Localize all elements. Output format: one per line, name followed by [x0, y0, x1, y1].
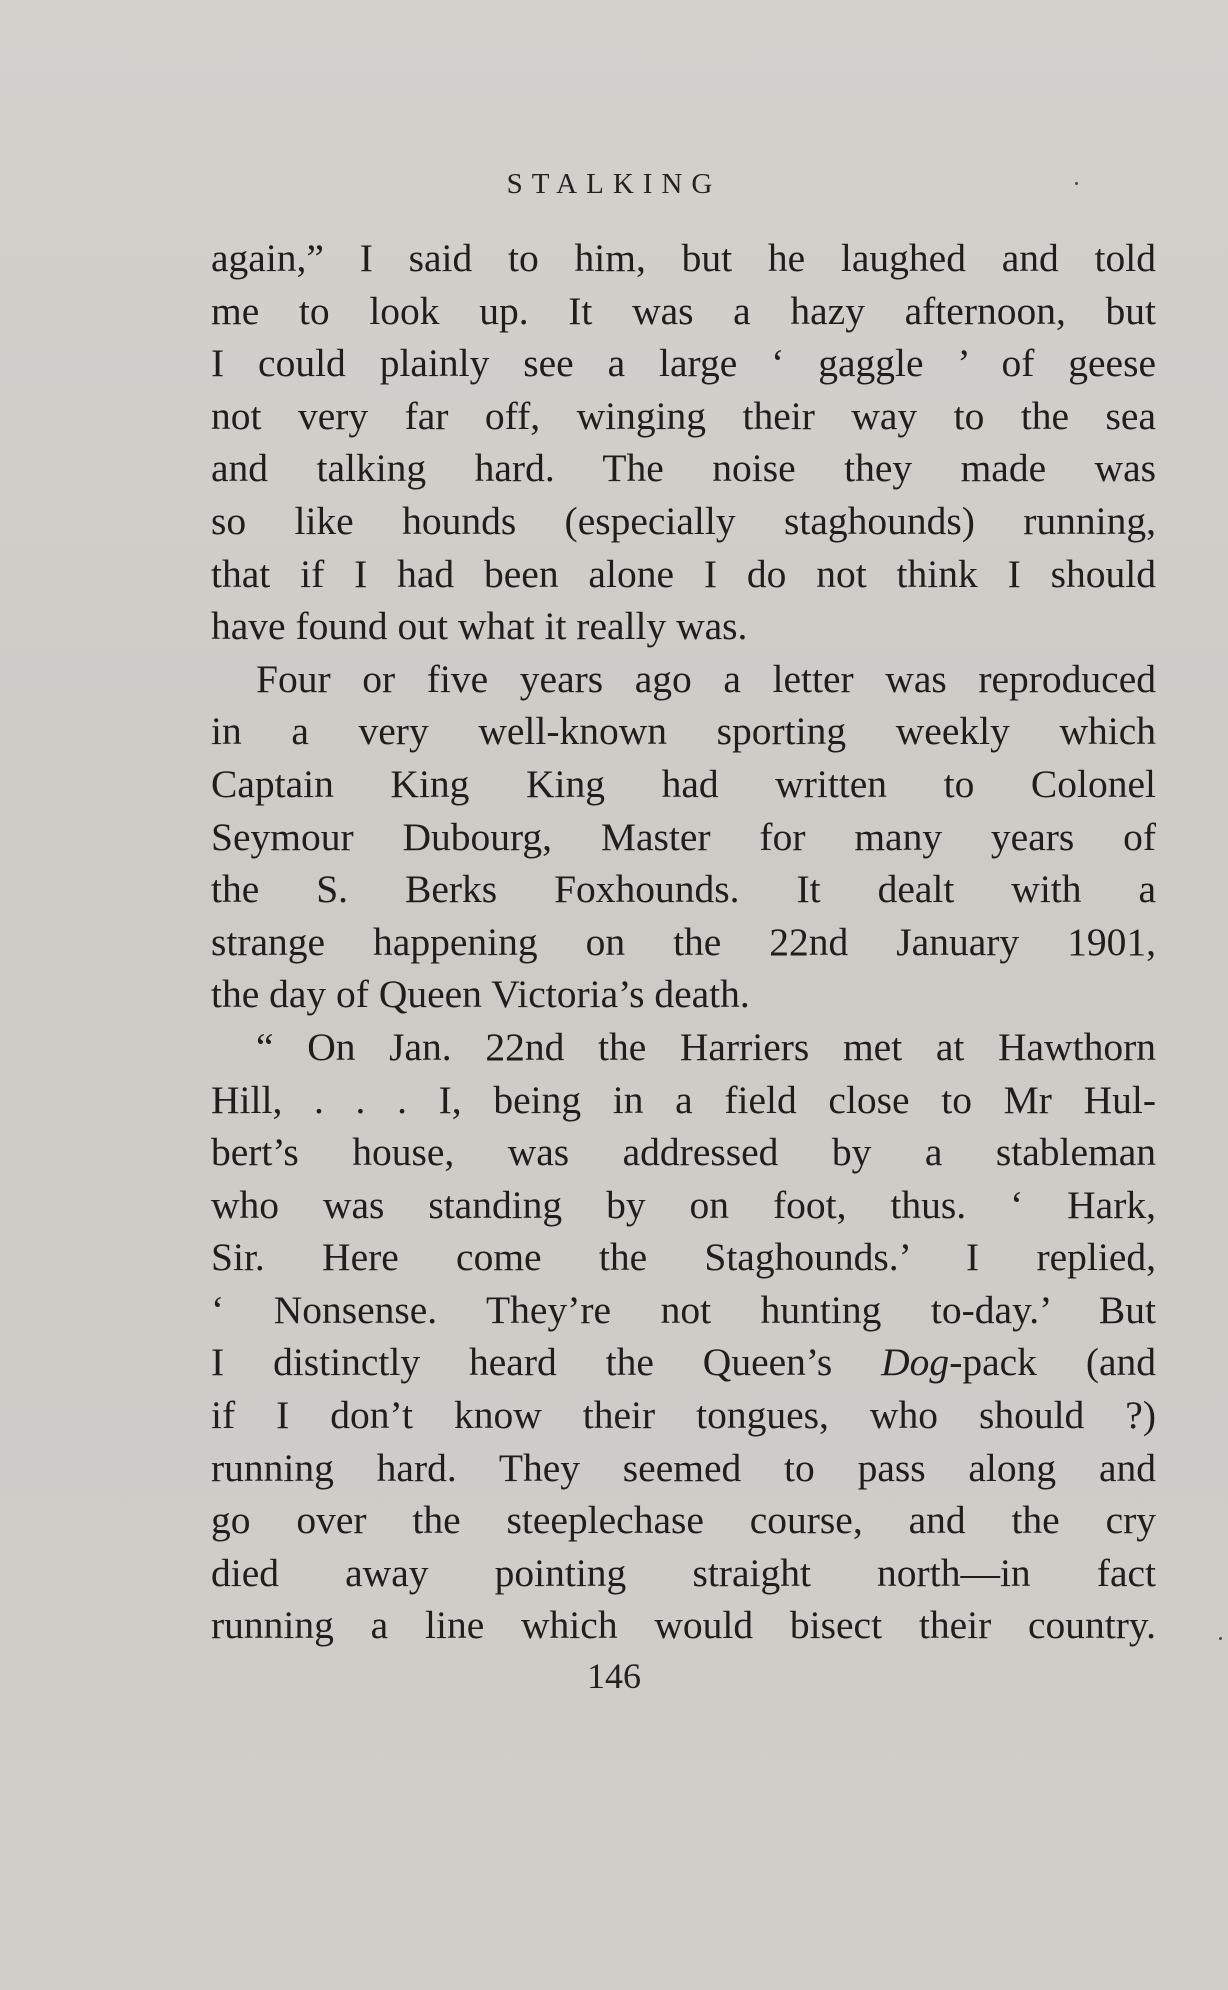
text-line: running a line which would bisect their country. [211, 1603, 1156, 1648]
text-line: who was standing by on foot, thus. ‘ Hark, [211, 1182, 1156, 1227]
text-line: again,” I said to him, but he laughed and told [211, 236, 1156, 280]
text-line-mixed [211, 1336, 1156, 1389]
text-line: bert’s house, was addressed by a stableman [211, 1130, 1156, 1175]
text-segment: I distinctly heard the Queen’s [211, 1340, 882, 1385]
italic-word: Dog [881, 1340, 950, 1385]
body-text [211, 232, 1156, 1652]
text-line: Sir. Here come the Staghounds.’ I replied, [211, 1235, 1156, 1280]
text-line: died away pointing straight north—in fact [211, 1550, 1156, 1595]
text-segment: -pack (and [949, 1340, 1156, 1385]
text-line: that if I had been alone I do not think I should [211, 551, 1156, 596]
text-line: Hill, . . . I, being in a field close to Mr Hul- [211, 1077, 1156, 1122]
paper-speck [1075, 182, 1078, 185]
text-line: so like hounds (especially staghounds) running, [211, 498, 1156, 543]
text-line: not very far off, winging their way to the sea [211, 393, 1156, 438]
running-head: STALKING [506, 168, 722, 200]
text-line: Captain King King had written to Colonel [211, 761, 1156, 806]
text-line: go over the steeplechase course, and the cry [211, 1498, 1156, 1543]
text-line: and talking hard. The noise they made was [211, 446, 1156, 491]
text-line: the S. Berks Foxhounds. It dealt with a [211, 867, 1156, 912]
text-line: Seymour Dubourg, Master for many years of [211, 814, 1156, 859]
text-line: if I don’t know their tongues, who should ?) [211, 1393, 1156, 1438]
text-line: have found out what it really was. [211, 604, 748, 649]
text-line: ‘ Nonsense. They’re not hunting to-day.’ But [211, 1287, 1156, 1332]
text-line: strange happening on the 22nd January 1901, [211, 919, 1156, 964]
text-line: in a very well-known sporting weekly which [211, 709, 1156, 754]
text-line: running hard. They seemed to pass along and [211, 1445, 1156, 1490]
text-line: “ On Jan. 22nd the Harriers met at Hawthorn [256, 1024, 1156, 1069]
text-line: the day of Queen Victoria’s death. [211, 972, 750, 1017]
text-line: me to look up. It was a hazy afternoon, but [211, 288, 1156, 333]
text-line: I could plainly see a large ‘ gaggle ’ of geese [211, 341, 1156, 386]
paper-speck [1219, 1637, 1222, 1640]
text-line: Four or five years ago a letter was reproduced [256, 656, 1156, 701]
page-number: 146 [587, 1656, 641, 1696]
